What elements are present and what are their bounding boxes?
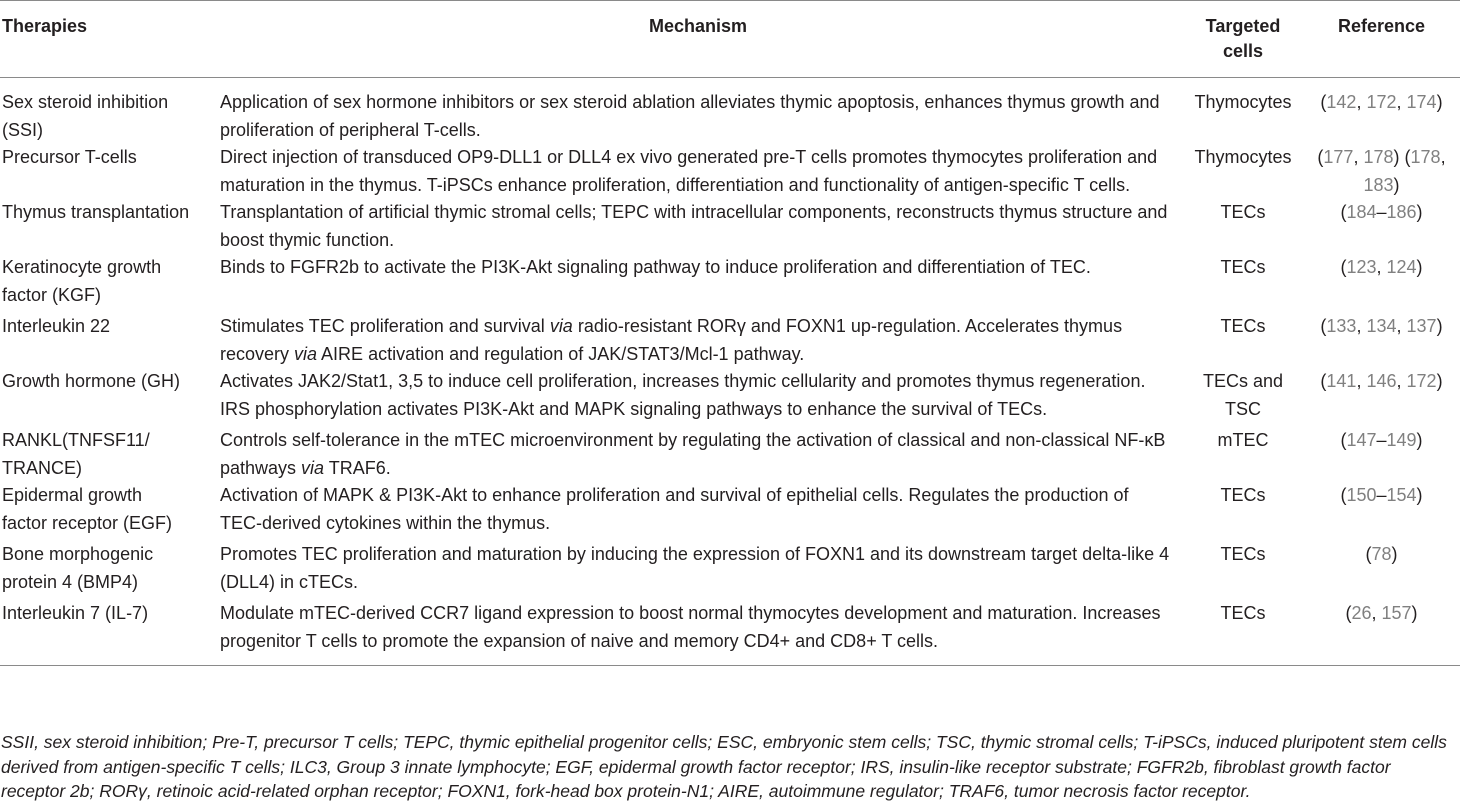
targeted-cells-line1: TECs bbox=[1220, 316, 1266, 336]
therapy-cell bbox=[0, 78, 213, 145]
targeted-cells-line2: TSC bbox=[1225, 398, 1261, 419]
targeted-cells-cell bbox=[1183, 199, 1303, 254]
therapy-cell bbox=[0, 423, 213, 482]
reference-cell[interactable]: (141, 146, 172) bbox=[1320, 371, 1443, 391]
targeted-cells-line1: Thymocytes bbox=[1194, 92, 1292, 112]
reference-link[interactable]: 154 bbox=[1386, 485, 1417, 505]
reference-cell[interactable]: (26, 157) bbox=[1345, 603, 1418, 623]
targeted-cells-line1: TECs and bbox=[1202, 371, 1284, 391]
table-row bbox=[0, 423, 1460, 482]
mechanism-text: TRAF6. bbox=[324, 457, 391, 478]
reference-link[interactable]: 149 bbox=[1386, 430, 1417, 450]
reference-cell[interactable]: (177, 178) (178, 183) bbox=[1317, 147, 1446, 195]
reference-link[interactable]: 186 bbox=[1386, 202, 1417, 222]
targeted-cells-cell bbox=[1183, 537, 1303, 596]
mechanism-cell: Activation of MAPK & PI3K-Akt to enhance proliferation and survival of epithelial cells. Regulates the production of TEC-derived cytokines within the thymus. bbox=[220, 485, 1129, 533]
therapy-name-line1: Interleukin 7 (IL-7) bbox=[2, 603, 149, 623]
therapy-name-line1: Bone morphogenic bbox=[2, 544, 154, 564]
reference-link[interactable]: 174 bbox=[1406, 92, 1437, 112]
therapy-name-line2: factor receptor (EGF) bbox=[2, 512, 173, 533]
reference-link[interactable]: 177 bbox=[1323, 147, 1354, 167]
table-header bbox=[0, 1, 1460, 78]
reference-link[interactable]: 178 bbox=[1410, 147, 1441, 167]
table-row bbox=[0, 254, 1460, 309]
targeted-cells-cell bbox=[1183, 78, 1303, 145]
reference-link[interactable]: 178 bbox=[1363, 147, 1394, 167]
header-targeted-cells bbox=[1183, 1, 1303, 78]
reference-link[interactable]: 150 bbox=[1346, 485, 1377, 505]
mechanism-italic-text: via bbox=[549, 316, 573, 336]
therapy-name-line1: RANKL(TNFSF11/ bbox=[2, 430, 150, 450]
therapy-cell bbox=[0, 309, 213, 368]
therapy-cell bbox=[0, 368, 213, 423]
mechanism-cell: Binds to FGFR2b to activate the PI3K-Akt signaling pathway to induce proliferation and differentiation of TEC. bbox=[220, 257, 1091, 277]
therapy-name-line1: Thymus transplantation bbox=[2, 202, 190, 222]
reference-link[interactable]: 183 bbox=[1363, 174, 1394, 195]
mechanism-text: Controls self-tolerance in the mTEC microenvironment by regulating the activation of classical and non-classical NF-κB pathways bbox=[220, 430, 1166, 478]
reference-link[interactable]: 184 bbox=[1346, 202, 1377, 222]
header-mechanism: Mechanism bbox=[648, 16, 748, 36]
table-row bbox=[0, 368, 1460, 423]
table-body bbox=[0, 78, 1460, 666]
table-row bbox=[0, 596, 1460, 666]
targeted-cells-cell bbox=[1183, 423, 1303, 482]
therapy-name-line1: Growth hormone (GH) bbox=[2, 371, 181, 391]
reference-link[interactable]: 146 bbox=[1366, 371, 1397, 391]
therapy-name-line1: Precursor T-cells bbox=[2, 147, 137, 167]
reference-link[interactable]: 123 bbox=[1346, 257, 1377, 277]
reference-cell[interactable]: (184–186) bbox=[1340, 202, 1423, 222]
reference-link[interactable]: 134 bbox=[1366, 316, 1397, 336]
therapy-cell bbox=[0, 254, 213, 309]
mechanism-text: radio-resistant RORγ and FOXN1 up-regulation. Accelerates thymus recovery bbox=[220, 316, 1123, 364]
header-targeted-cells-line2: cells bbox=[1222, 41, 1264, 61]
targeted-cells-line1: TECs bbox=[1220, 257, 1266, 277]
therapy-name-line2: factor (KGF) bbox=[2, 284, 102, 305]
targeted-cells-cell bbox=[1183, 309, 1303, 368]
header-therapies: Therapies bbox=[2, 16, 88, 36]
reference-link[interactable]: 147 bbox=[1346, 430, 1377, 450]
therapy-cell bbox=[0, 199, 213, 254]
reference-link[interactable]: 26 bbox=[1351, 603, 1372, 623]
mechanism-cell: Activates JAK2/Stat1, 3,5 to induce cell proliferation, increases thymic cellularity and promotes thymus regeneration. IRS phosphorylation activates PI3K-Akt and MAPK signaling pathways to enhance the survival of TECs. bbox=[220, 371, 1146, 419]
therapy-name-line1: Interleukin 22 bbox=[2, 316, 111, 336]
reference-link[interactable]: 78 bbox=[1371, 544, 1392, 564]
targeted-cells-line1: TECs bbox=[1220, 544, 1266, 564]
reference-cell[interactable]: (150–154) bbox=[1340, 485, 1423, 505]
therapy-name-line1: Epidermal growth bbox=[2, 485, 143, 505]
reference-link[interactable]: 157 bbox=[1381, 603, 1412, 623]
reference-link[interactable]: 133 bbox=[1326, 316, 1357, 336]
table-row bbox=[0, 78, 1460, 145]
reference-link[interactable]: 142 bbox=[1326, 92, 1357, 112]
mechanism-text: Stimulates TEC proliferation and survival bbox=[220, 316, 550, 336]
mechanism-cell: Modulate mTEC-derived CCR7 ligand expression to boost normal thymocytes development and maturation. Increases progenitor T cells to promote the expansion of naive and memory CD4+ and CD8+ T cells. bbox=[220, 603, 1161, 651]
therapy-name-line2: protein 4 (BMP4) bbox=[2, 571, 139, 592]
table-row bbox=[0, 537, 1460, 596]
therapy-cell bbox=[0, 596, 213, 666]
header-reference: Reference bbox=[1337, 16, 1426, 36]
targeted-cells-line1: TECs bbox=[1220, 603, 1266, 623]
table-row bbox=[0, 309, 1460, 368]
table-row bbox=[0, 199, 1460, 254]
reference-cell[interactable]: (78) bbox=[1365, 544, 1398, 564]
targeted-cells-line1: TECs bbox=[1220, 485, 1266, 505]
targeted-cells-line1: mTEC bbox=[1217, 430, 1269, 450]
mechanism-cell: Application of sex hormone inhibitors or sex steroid ablation alleviates thymic apoptosis, enhances thymus growth and proliferation of peripheral T-cells. bbox=[220, 92, 1160, 140]
mechanism-cell: Promotes TEC proliferation and maturation by inducing the expression of FOXN1 and its downstream target delta-like 4 (DLL4) in cTECs. bbox=[220, 544, 1170, 592]
therapy-name-line1: Keratinocyte growth bbox=[2, 257, 162, 277]
therapy-name-line2: (SSI) bbox=[2, 119, 44, 140]
reference-link[interactable]: 172 bbox=[1406, 371, 1437, 391]
therapy-cell bbox=[0, 537, 213, 596]
table-row bbox=[0, 144, 1460, 199]
reference-cell[interactable]: (147–149) bbox=[1340, 430, 1423, 450]
mechanism-cell: Direct injection of transduced OP9-DLL1 or DLL4 ex vivo generated pre-T cells promotes thymocytes proliferation and maturation in the thymus. T-iPSCs enhance proliferation, differentiation and functionality of antigen-specific T cells. bbox=[220, 147, 1158, 195]
reference-link[interactable]: 141 bbox=[1326, 371, 1357, 391]
mechanism-cell: Transplantation of artificial thymic stromal cells; TEPC with intracellular components, reconstructs thymus structure and boost thymic function. bbox=[220, 202, 1168, 250]
header-row bbox=[0, 1, 1460, 78]
targeted-cells-line1: Thymocytes bbox=[1194, 147, 1292, 167]
reference-cell[interactable]: (142, 172, 174) bbox=[1320, 92, 1443, 112]
therapy-cell bbox=[0, 482, 213, 537]
header-targeted-cells-line1: Targeted bbox=[1205, 16, 1281, 36]
targeted-cells-cell bbox=[1183, 482, 1303, 537]
targeted-cells-cell bbox=[1183, 254, 1303, 309]
targeted-cells-line1: TECs bbox=[1220, 202, 1266, 222]
mechanism-text: AIRE activation and regulation of JAK/STAT3/Mcl-1 pathway. bbox=[317, 343, 805, 364]
reference-link[interactable]: 137 bbox=[1406, 316, 1437, 336]
therapy-name-line1: Sex steroid inhibition bbox=[2, 92, 169, 112]
mechanism-cell bbox=[213, 309, 1183, 368]
therapy-cell bbox=[0, 144, 213, 199]
targeted-cells-cell bbox=[1183, 368, 1303, 423]
therapy-name-line2: TRANCE) bbox=[2, 457, 82, 478]
targeted-cells-cell bbox=[1183, 144, 1303, 199]
mechanism-cell bbox=[213, 423, 1183, 482]
reference-link[interactable]: 172 bbox=[1366, 92, 1397, 112]
mechanism-italic-text: via bbox=[294, 343, 318, 364]
reference-link[interactable]: 124 bbox=[1386, 257, 1417, 277]
reference-cell[interactable]: (133, 134, 137) bbox=[1320, 316, 1443, 336]
reference-cell[interactable]: (123, 124) bbox=[1340, 257, 1423, 277]
table-footnote: SSII, sex steroid inhibition; Pre-T, precursor T cells; TEPC, thymic epithelial progenitor cells; ESC, embryonic stem cells; TSC, thymic stromal cells; T-iPSCs, induced pluripotent stem cells derived from antigen-specific T cells; ILC3, Group 3 innate lymphocyte; EGF, epidermal growth factor receptor; IRS, insulin-like receptor substrate; FGFR2b, fibroblast growth factor receptor 2b; RORγ, retinoic acid-related orphan receptor; FOXN1, fork-head box protein-N1; AIRE, autoimmune regulator; TRAF6, tumor necrosis factor receptor. bbox=[1, 732, 1447, 801]
targeted-cells-cell bbox=[1183, 596, 1303, 666]
table-row bbox=[0, 482, 1460, 537]
mechanism-italic-text: via bbox=[301, 457, 325, 478]
